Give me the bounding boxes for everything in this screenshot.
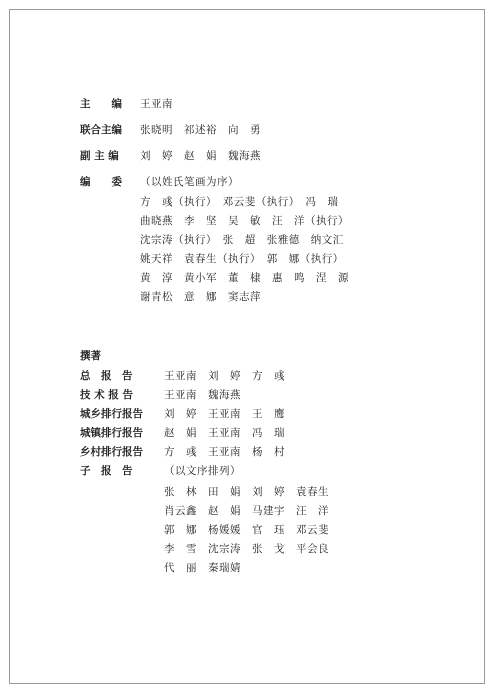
committee-line: 曲晓燕 李 坚 吴 敏 汪 洋（执行）	[140, 215, 349, 227]
total-report-value: 王亚南 刘 婷 方 彧	[164, 370, 285, 382]
town-report-value: 赵 娟 王亚南 冯 瑞	[164, 427, 285, 439]
village-report-value: 方 彧 王亚南 杨 村	[164, 446, 285, 458]
committee-label: 编 委	[80, 176, 122, 188]
total-report-label: 总 报 告	[80, 370, 133, 382]
committee-line: 方 彧（执行） 邓云斐（执行） 冯 瑞	[140, 196, 339, 208]
committee-note: （以姓氏笔画为序）	[140, 176, 239, 188]
joint-chief-editor-value: 张晓明 祁述裕 向 勇	[140, 124, 261, 136]
sub-reports-line: 代 丽 秦瑞婧	[164, 562, 241, 574]
chief-editor-value: 王亚南	[140, 98, 173, 110]
tech-report-value: 王亚南 魏海燕	[164, 389, 241, 401]
chief-editor-label: 主 编	[80, 98, 122, 110]
village-report-label: 乡村排行报告	[80, 446, 143, 458]
committee-line: 姚天祥 袁春生（执行） 郭 娜（执行）	[140, 253, 344, 265]
sub-reports-line: 郭 娜 杨媛媛 官 珏 邓云斐	[164, 524, 329, 536]
committee-line: 黄 淳 黄小军 董 棣 惠 鸣 涅 源	[140, 272, 349, 284]
sub-reports-note: （以文序排列）	[164, 465, 241, 477]
sub-reports-line: 张 林 田 娟 刘 婷 袁春生	[164, 486, 329, 498]
sub-reports-line: 李 雪 沈宗涛 张 戈 平会良	[164, 543, 329, 555]
tech-report-label: 技 术 报 告	[80, 389, 133, 401]
sub-reports-line: 肖云鑫 赵 娟 马建宇 汪 洋	[164, 505, 329, 517]
committee-line: 谢青松 意 娜 窦志萍	[140, 291, 261, 303]
committee-line: 沈宗涛（执行） 张 超 张雅德 纳文汇	[140, 234, 344, 246]
deputy-editor-value: 刘 婷 赵 娟 魏海燕	[140, 150, 261, 162]
sub-reports-label: 子 报 告	[80, 465, 133, 477]
town-report-label: 城镇排行报告	[80, 427, 143, 439]
authors-heading: 撰著	[80, 350, 101, 362]
joint-chief-editor-label: 联合主编	[80, 124, 122, 136]
urban-rural-report-label: 城乡排行报告	[80, 408, 143, 420]
urban-rural-report-value: 刘 婷 王亚南 王 鹰	[164, 408, 285, 420]
deputy-editor-label: 副 主 编	[80, 150, 119, 162]
